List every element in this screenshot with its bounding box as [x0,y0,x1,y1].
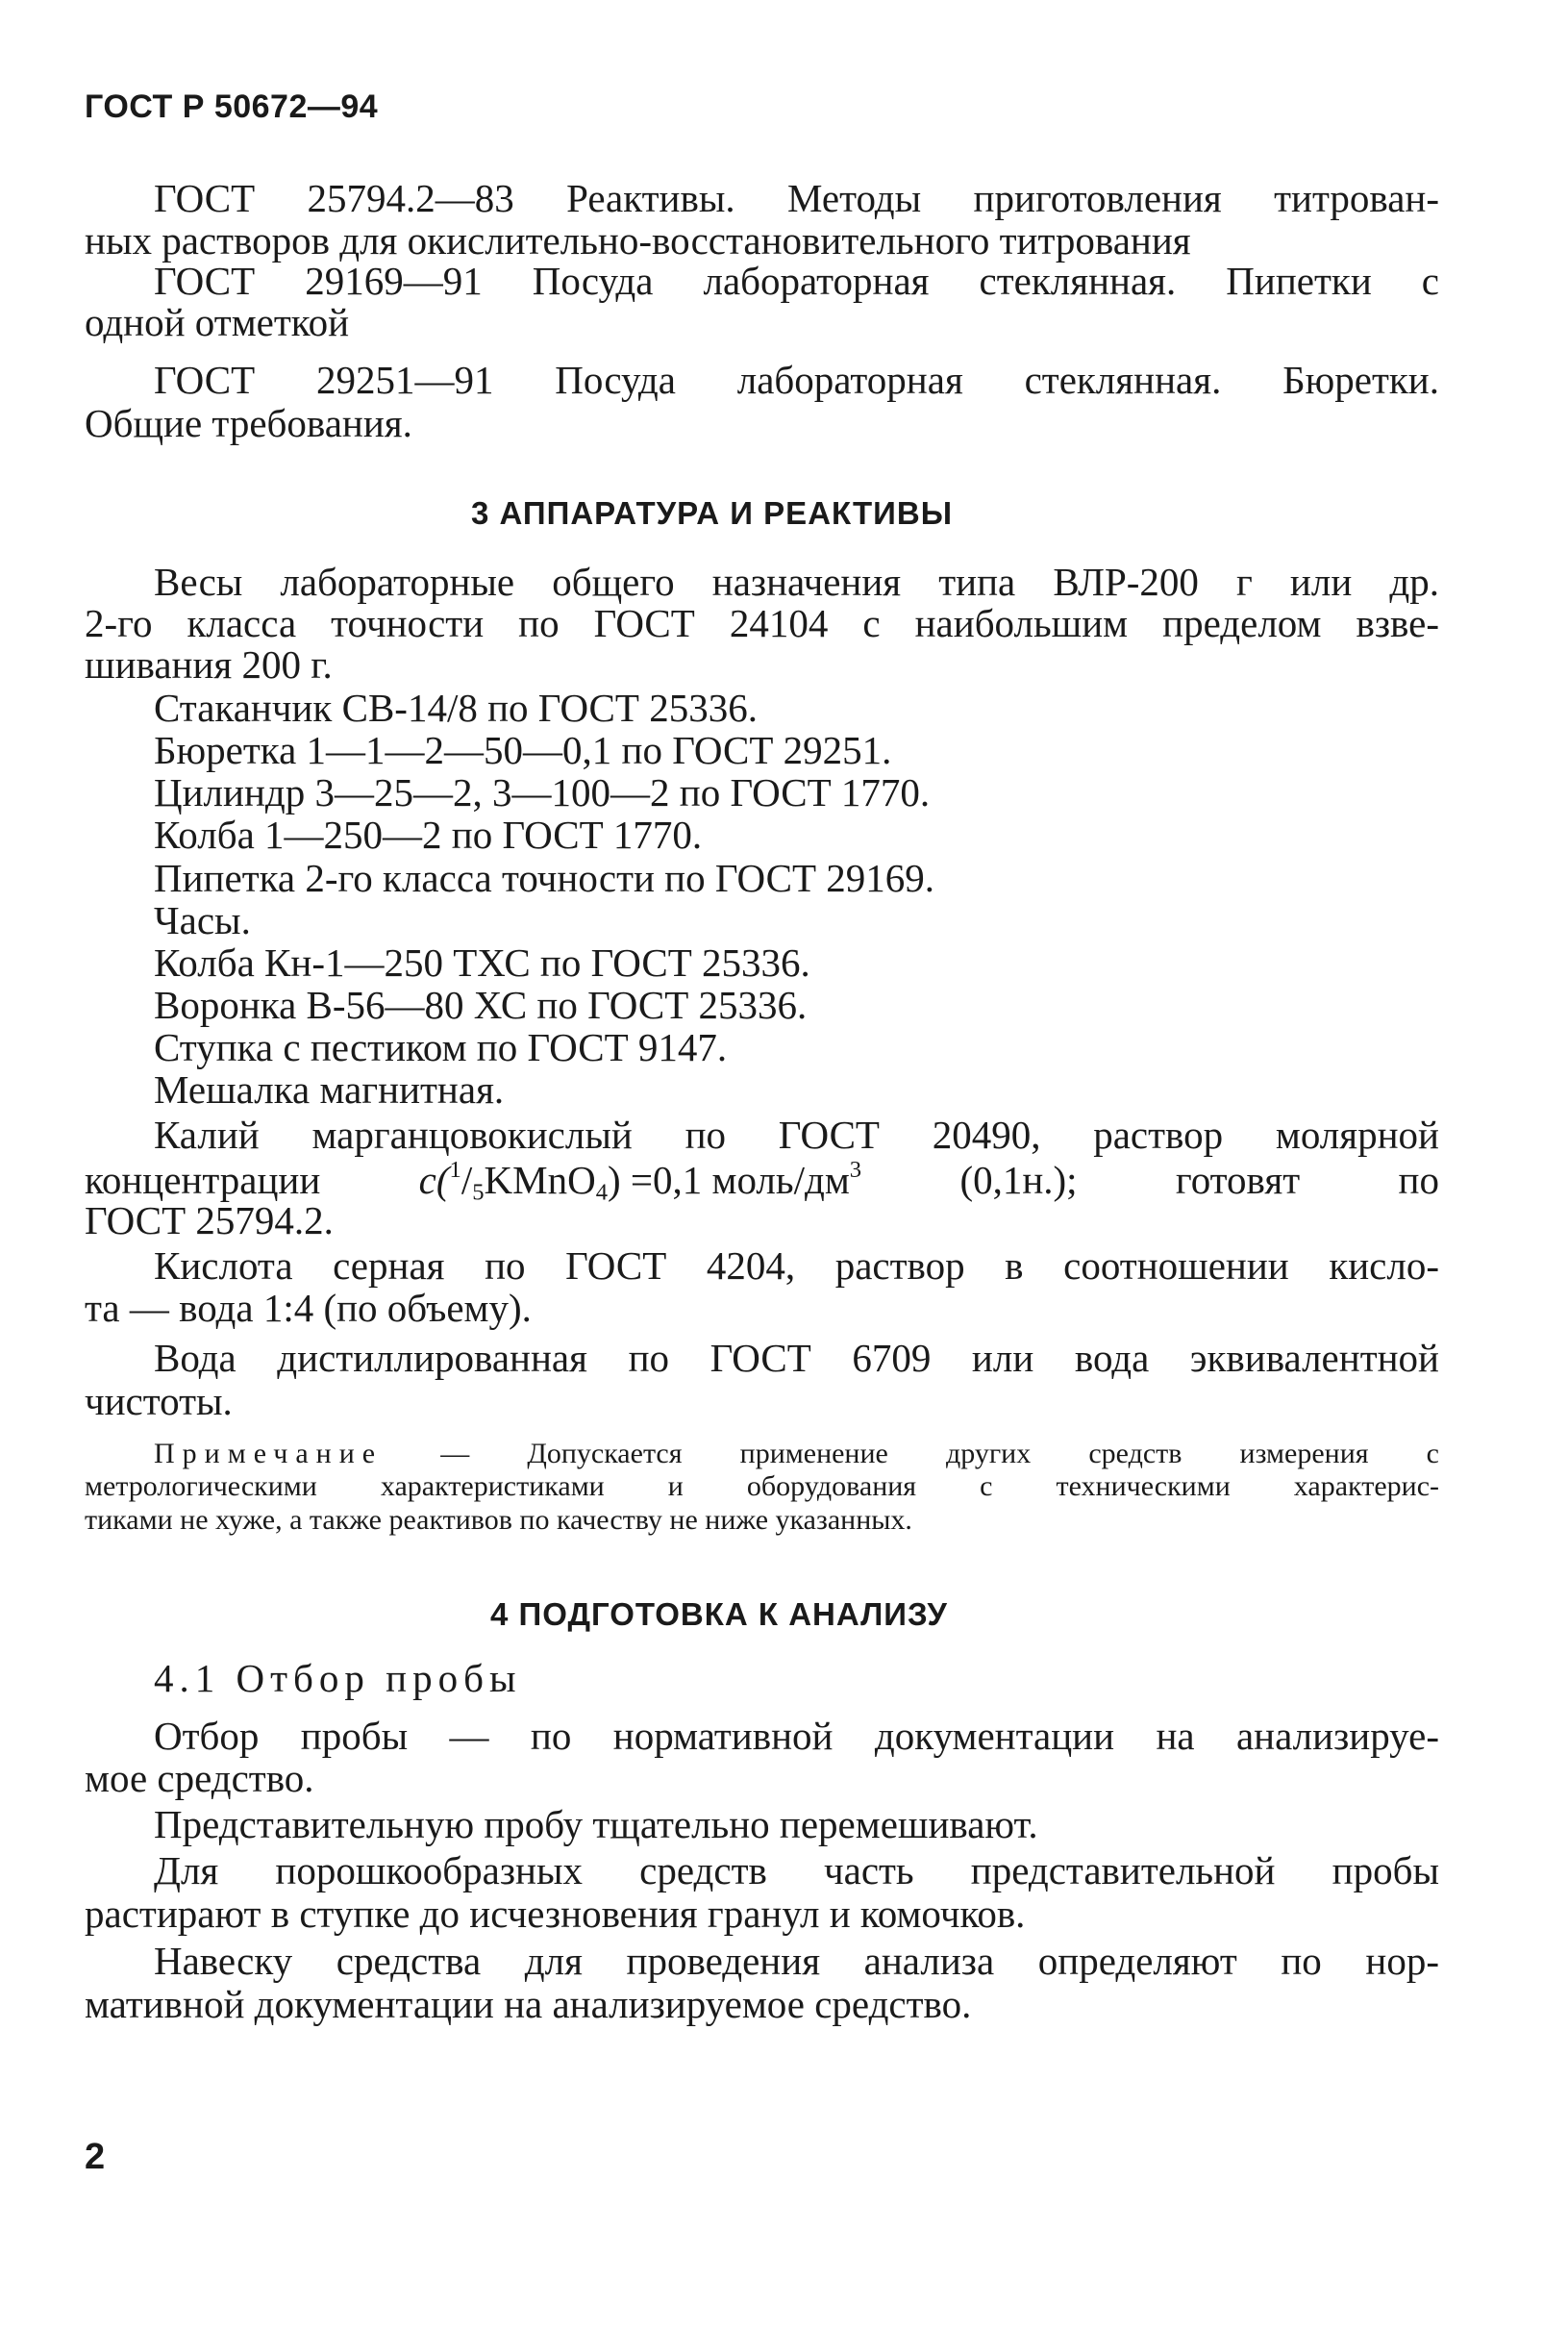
paragraph-line: мативной документации на анализируемое средство. [85,1982,972,2026]
ref-line: ГОСТ 29251—91 Посуда лабораторная стеклянная. Бюретки. [154,358,1439,402]
formula-unit: ) =0,1 моль/дм [608,1158,850,1203]
chemical-formula [419,1159,861,1205]
paragraph-line: Отбор пробы — по нормативной документации на анализируе- [154,1714,1439,1758]
paragraph-line: Кислота серная по ГОСТ 4204, раствор в соотношении кисло- [154,1243,1439,1288]
formula-kmno: KMnO [484,1158,596,1203]
formula-c: c( [418,1158,450,1203]
section-heading: 4 ПОДГОТОВКА К АНАЛИЗУ [490,1596,948,1632]
formula-text: готовят [1175,1158,1301,1203]
formula-slash: / [460,1158,473,1203]
formula-sub: 5 [472,1179,485,1206]
ref-line: одной отметкой [85,300,350,344]
paragraph-line: Навеску средства для проведения анализа определяют по нор- [154,1939,1439,1983]
list-item: Цилиндр 3—25—2, 3—100—2 по ГОСТ 1770. [154,770,931,815]
paragraph-line: Для порошкообразных средств часть представительной пробы [154,1848,1439,1892]
list-item: Колба 1—250—2 по ГОСТ 1770. [154,813,703,857]
list-item: Часы. [154,898,251,942]
paragraph-line: Калий марганцовокислый по ГОСТ 20490, раствор молярной [154,1113,1439,1157]
paragraph-line: ГОСТ 25794.2. [85,1198,334,1242]
paragraph-line: та — вода 1:4 (по объему). [85,1286,532,1330]
ref-line: ГОСТ 29169—91 Посуда лабораторная стеклянная. Пипетки с [154,259,1439,303]
ref-line: ГОСТ 25794.2—83 Реактивы. Методы приготовления титрован- [154,176,1439,220]
list-item: Пипетка 2-го класса точности по ГОСТ 29169. [154,856,935,900]
formula-sup: 1 [449,1157,461,1183]
paragraph-line: Вода дистиллированная по ГОСТ 6709 или вода эквивалентной [154,1336,1439,1380]
paragraph-line: Весы лабораторные общего назначения типа ВЛР-200 г или др. [154,560,1439,604]
formula-text: (0,1н.); [959,1158,1078,1203]
formula-sub: 4 [595,1179,608,1206]
ref-line: Общие требования. [85,401,412,445]
paragraph-line: растирают в ступке до исчезновения гранул и комочков. [85,1892,1026,1936]
list-item: Стаканчик СВ-14/8 по ГОСТ 25336. [154,686,758,730]
list-item: Колба Кн-1—250 ТХС по ГОСТ 25336. [154,940,810,985]
formula-text: концентрации [85,1158,321,1203]
list-item: Ступка с пестиком по ГОСТ 9147. [154,1025,728,1069]
document-header: ГОСТ Р 50672—94 [85,88,379,125]
note-text: — Допускается применение других средств измерения с [383,1438,1439,1469]
note-label: Примечание [154,1438,384,1469]
list-item: Мешалка магнитная. [154,1067,505,1112]
ref-line: ных растворов для окислительно-восстановительного титрования [85,218,1191,263]
note-line: метрологическими характеристиками и оборудования с техническими характерис- [85,1470,1439,1502]
note-line: тиками не хуже, а также реактивов по качеству не ниже указанных. [85,1504,912,1536]
list-item: Бюретка 1—1—2—50—0,1 по ГОСТ 29251. [154,728,892,772]
paragraph-line: чистоты. [85,1379,233,1423]
paragraph-line: Представительную пробу тщательно перемешивают. [154,1802,1038,1846]
note-line [154,1440,1439,1468]
formula-sup: 3 [849,1157,862,1183]
subsection-heading: 4.1 Отбор пробы [154,1656,522,1700]
paragraph-line: шивания 200 г. [85,642,333,687]
paragraph-line: мое средство. [85,1756,314,1800]
page-number: 2 [85,2137,106,2177]
paragraph-line: 2-го класса точности по ГОСТ 24104 с наибольшим пределом взве- [85,601,1439,645]
section-heading: 3 АППАРАТУРА И РЕАКТИВЫ [471,495,954,531]
list-item: Воронка В-56—80 ХС по ГОСТ 25336. [154,983,808,1027]
formula-text: по [1398,1158,1439,1203]
